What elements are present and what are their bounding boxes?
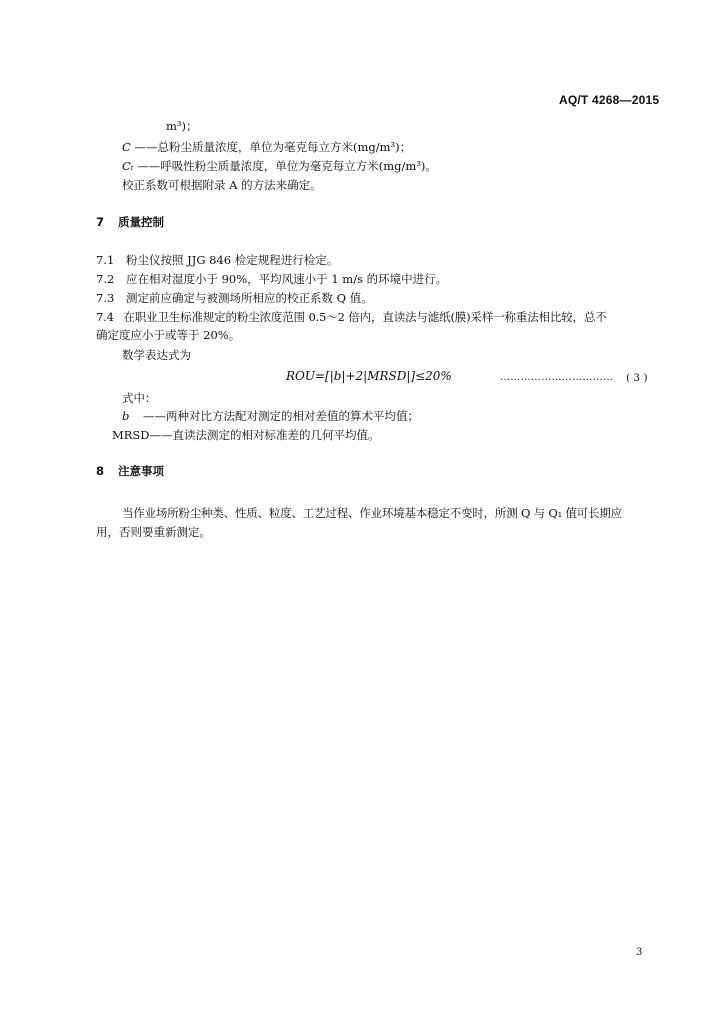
clause-7-2 xyxy=(96,271,447,287)
formula-rou xyxy=(286,369,452,383)
clause-7-1 xyxy=(96,252,338,268)
clause-7-4-continued: 确定度应小于或等于 20%。 xyxy=(96,328,241,342)
formula-number: ( 3 ) xyxy=(626,372,648,384)
symbol-b: b xyxy=(122,409,130,423)
clause-number: 7.2 xyxy=(96,272,115,286)
section-8-heading xyxy=(96,463,164,479)
section-8-title: 注意事项 xyxy=(118,464,165,478)
formula-leader-dots: …………………………… xyxy=(500,372,614,383)
definition-c xyxy=(122,139,411,155)
symbol-mrsd: MRSD xyxy=(112,428,150,442)
clause-number: 7.4 xyxy=(96,310,114,324)
section-8-paragraph-line-2: 用，否则要重新测定。 xyxy=(96,525,211,539)
correction-note: 校正系数可根据附录 A 的方法来确定。 xyxy=(122,178,322,192)
symbol-ct: Cₜ xyxy=(122,159,134,173)
variable-b-text: ——两种对比方法配对测定的相对差值的算术平均值； xyxy=(143,409,420,423)
section-7-title: 质量控制 xyxy=(118,215,165,229)
clause-text: 在职业卫生标准规定的粉尘浓度范围 0.5～2 倍内，直读法与滤纸(膜)采样一称重法相比较，总不 xyxy=(123,310,607,324)
clause-text: 粉尘仪按照 JJG 846 检定规程进行检定。 xyxy=(125,253,339,267)
clause-text: 测定前应确定与被测场所相应的校正系数 Q 值。 xyxy=(125,291,373,305)
clause-number: 7.3 xyxy=(96,291,115,305)
variable-mrsd xyxy=(112,427,380,443)
formula-intro: 数学表达式为 xyxy=(122,348,191,362)
section-7-heading xyxy=(96,214,164,230)
clause-7-3 xyxy=(96,290,373,306)
definition-ct-text: ——呼吸性粉尘质量浓度，单位为毫克每立方米(mg/m³)。 xyxy=(137,159,437,173)
page-number: 3 xyxy=(636,947,643,958)
variable-mrsd-text: ——直读法测定的相对标准差的几何平均值。 xyxy=(149,428,380,442)
clause-7-4 xyxy=(96,309,607,325)
formula-expression: ROU=[|b|+2|MRSD|]≤20% xyxy=(286,369,452,383)
continued-unit: m³)； xyxy=(166,119,198,133)
section-8-paragraph-line-1: 当作业场所粉尘种类、性质、粒度、工艺过程、作业环境基本稳定不变时，所测 Q 与 Q₁ 值可长期应 xyxy=(122,506,622,520)
where-label: 式中： xyxy=(122,391,157,405)
variable-b xyxy=(122,408,419,424)
definition-c-text: ——总粉尘质量浓度，单位为毫克每立方米(mg/m³)； xyxy=(134,140,412,154)
symbol-c: C xyxy=(122,140,131,154)
clause-number: 7.1 xyxy=(96,253,115,267)
standard-code: AQ/T 4268—2015 xyxy=(559,93,660,107)
section-8-number: 8 xyxy=(96,464,105,478)
definition-ct xyxy=(122,158,437,174)
section-7-number: 7 xyxy=(96,215,105,229)
clause-text: 应在相对湿度小于 90%，平均风速小于 1 m/s 的环境中进行。 xyxy=(125,272,448,286)
